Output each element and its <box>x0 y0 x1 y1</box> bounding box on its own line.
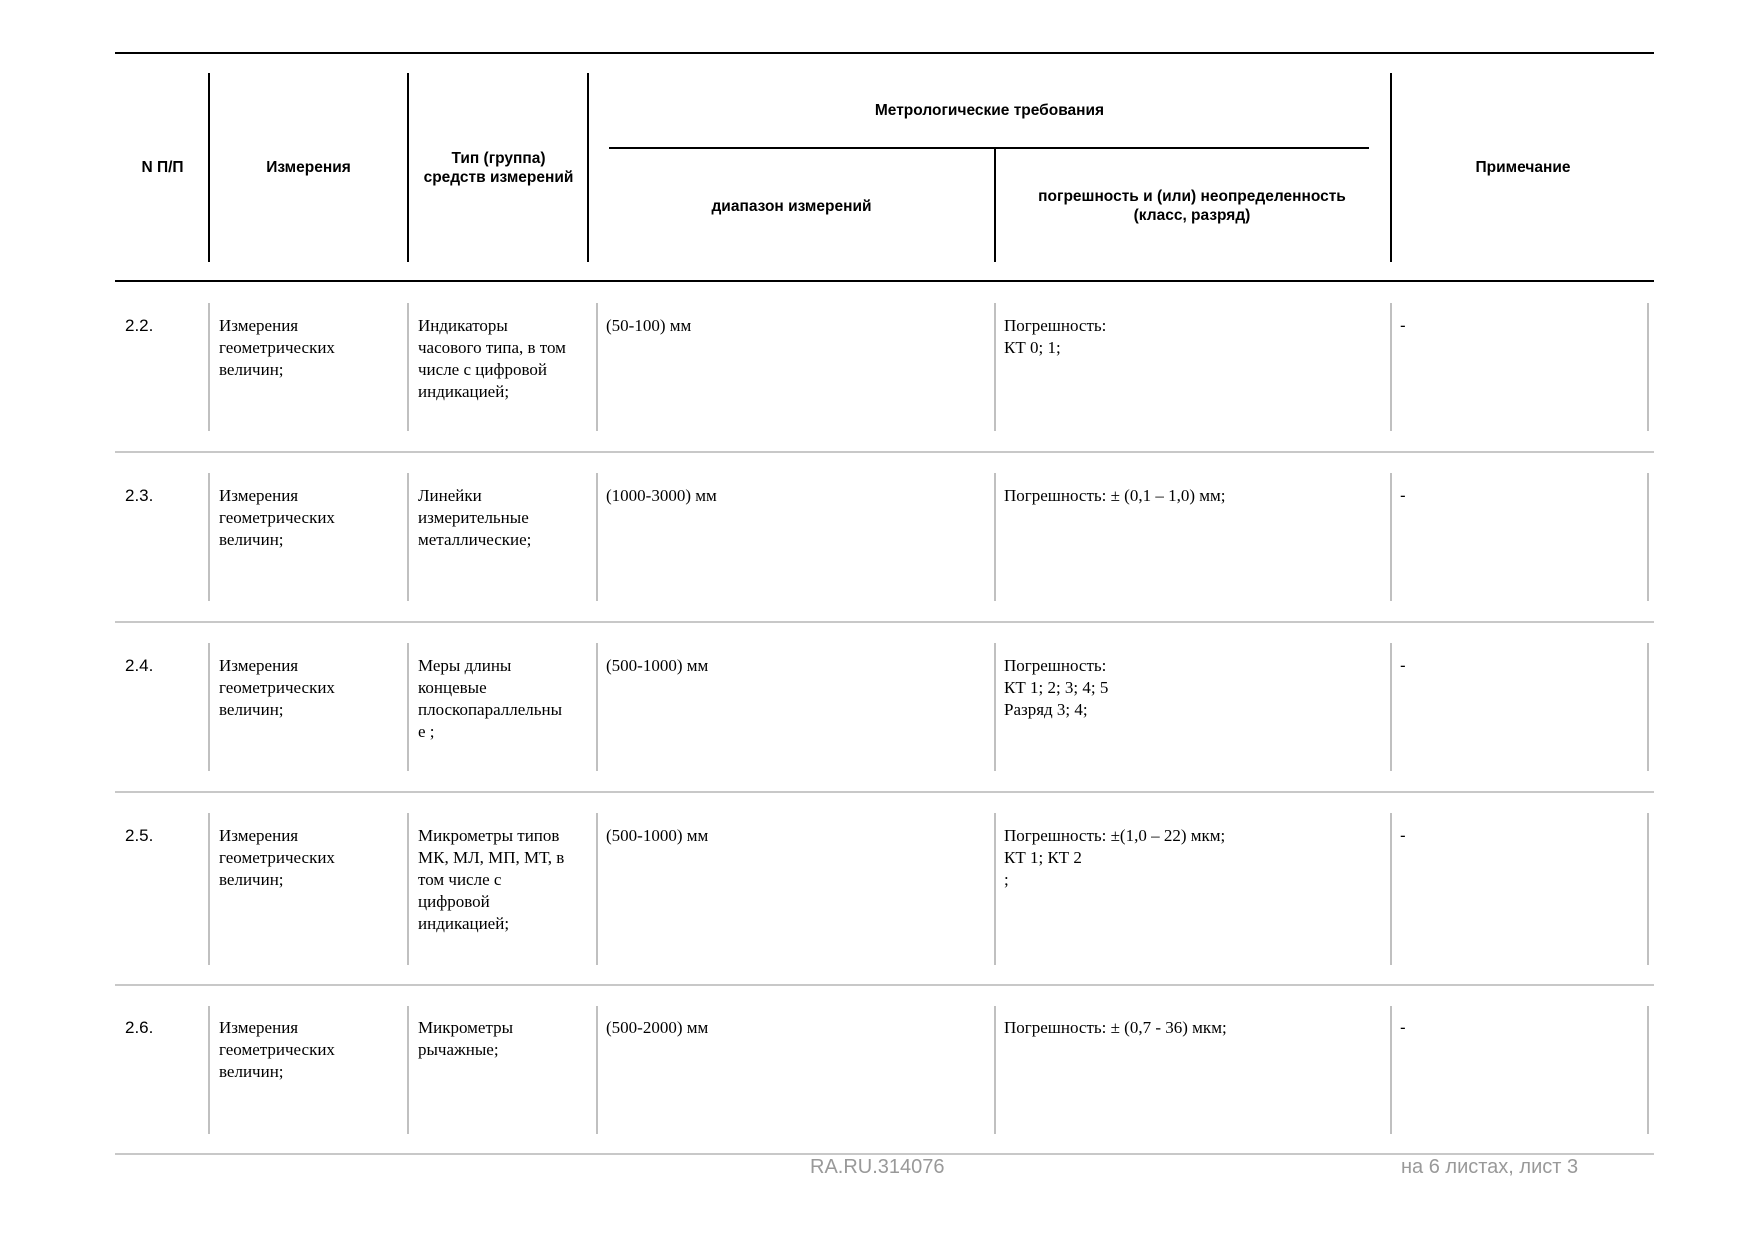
row-divider <box>1647 473 1649 601</box>
header-divider-2 <box>407 73 409 262</box>
row-separator <box>115 451 1654 453</box>
row-divider <box>994 643 996 771</box>
row-divider <box>1647 303 1649 431</box>
row-divider <box>994 303 996 431</box>
row-divider <box>208 303 210 431</box>
type-cell: Микрометры рычажные; <box>418 1018 514 1059</box>
row-divider <box>208 473 210 601</box>
row-divider <box>596 643 598 771</box>
row-divider <box>407 813 409 965</box>
row-divider <box>208 813 210 965</box>
range-cell: (500-1000) мм <box>606 656 709 675</box>
type-cell: Микрометры типов МК, МЛ, МП, МТ, в том числе с цифровой индикацией; <box>418 826 565 933</box>
range-cell: (1000-3000) мм <box>606 486 717 505</box>
row-divider <box>407 1006 409 1134</box>
row-divider <box>1390 303 1392 431</box>
row-separator <box>115 621 1654 623</box>
row-divider <box>1390 643 1392 771</box>
note-cell: - <box>1400 486 1406 505</box>
header-type: Тип (группа) средств измерений <box>423 149 574 186</box>
row-number: 2.4. <box>125 656 154 675</box>
range-cell: (500-1000) мм <box>606 826 709 845</box>
row-divider <box>1647 1006 1649 1134</box>
table-bottom-border <box>115 1153 1654 1155</box>
measurement-cell: Измерения геометрических величин; <box>219 486 335 549</box>
metrological-subheader-line <box>609 147 1369 149</box>
measurement-cell: Измерения геометрических величин; <box>219 656 335 719</box>
row-separator <box>115 791 1654 793</box>
row-divider <box>596 473 598 601</box>
header-num: N П/П <box>141 159 184 176</box>
error-cell: Погрешность: ±(1,0 – 22) мкм; КТ 1; КТ 2 ; <box>1004 826 1226 889</box>
row-divider <box>1647 643 1649 771</box>
header-metrological: Метрологические требования <box>874 101 1105 119</box>
row-divider <box>1390 813 1392 965</box>
row-divider <box>1390 1006 1392 1134</box>
row-divider <box>596 303 598 431</box>
row-number: 2.5. <box>125 826 154 845</box>
row-divider <box>1390 473 1392 601</box>
measurement-cell: Измерения геометрических величин; <box>219 826 335 889</box>
row-divider <box>994 813 996 965</box>
footer-doc-id: RA.RU.314076 <box>810 1156 945 1178</box>
header-range: диапазон измерений <box>711 197 872 215</box>
note-cell: - <box>1400 316 1406 335</box>
row-divider <box>407 303 409 431</box>
header-note: Примечание <box>1475 159 1571 176</box>
note-cell: - <box>1400 826 1406 845</box>
row-divider <box>994 1006 996 1134</box>
error-cell: Погрешность: КТ 1; 2; 3; 4; 5 Разряд 3; 4; <box>1004 656 1109 719</box>
type-cell: Меры длины концевые плоскопараллельны е ; <box>418 656 563 741</box>
note-cell: - <box>1400 1018 1406 1037</box>
measurement-cell: Измерения геометрических величин; <box>219 316 335 379</box>
header-divider-4 <box>994 148 996 262</box>
error-cell: Погрешность: ± (0,7 - 36) мкм; <box>1004 1018 1227 1037</box>
row-divider <box>407 473 409 601</box>
header-error: погрешность и (или) неопределенность (класс, разряд) <box>1038 188 1346 224</box>
type-cell: Индикаторы часового типа, в том числе с цифровой индикацией; <box>418 316 566 401</box>
error-cell: Погрешность: ± (0,1 – 1,0) мм; <box>1004 486 1226 505</box>
table-top-border <box>115 52 1654 54</box>
row-separator <box>115 984 1654 986</box>
row-divider <box>596 1006 598 1134</box>
row-divider <box>596 813 598 965</box>
row-divider <box>1647 813 1649 965</box>
row-divider <box>994 473 996 601</box>
range-cell: (500-2000) мм <box>606 1018 709 1037</box>
footer-sheet-info: на 6 листах, лист 3 <box>1401 1156 1579 1178</box>
row-divider <box>208 1006 210 1134</box>
measurement-cell: Измерения геометрических величин; <box>219 1018 335 1081</box>
type-cell: Линейки измерительные металлические; <box>418 486 532 549</box>
note-cell: - <box>1400 656 1406 675</box>
row-number: 2.2. <box>125 316 154 335</box>
row-number: 2.3. <box>125 486 154 505</box>
row-divider <box>407 643 409 771</box>
row-number: 2.6. <box>125 1018 154 1037</box>
row-divider <box>208 643 210 771</box>
error-cell: Погрешность: КТ 0; 1; <box>1004 316 1107 357</box>
range-cell: (50-100) мм <box>606 316 692 335</box>
header-measurements: Измерения <box>266 159 351 176</box>
header-bottom-border <box>115 280 1654 282</box>
